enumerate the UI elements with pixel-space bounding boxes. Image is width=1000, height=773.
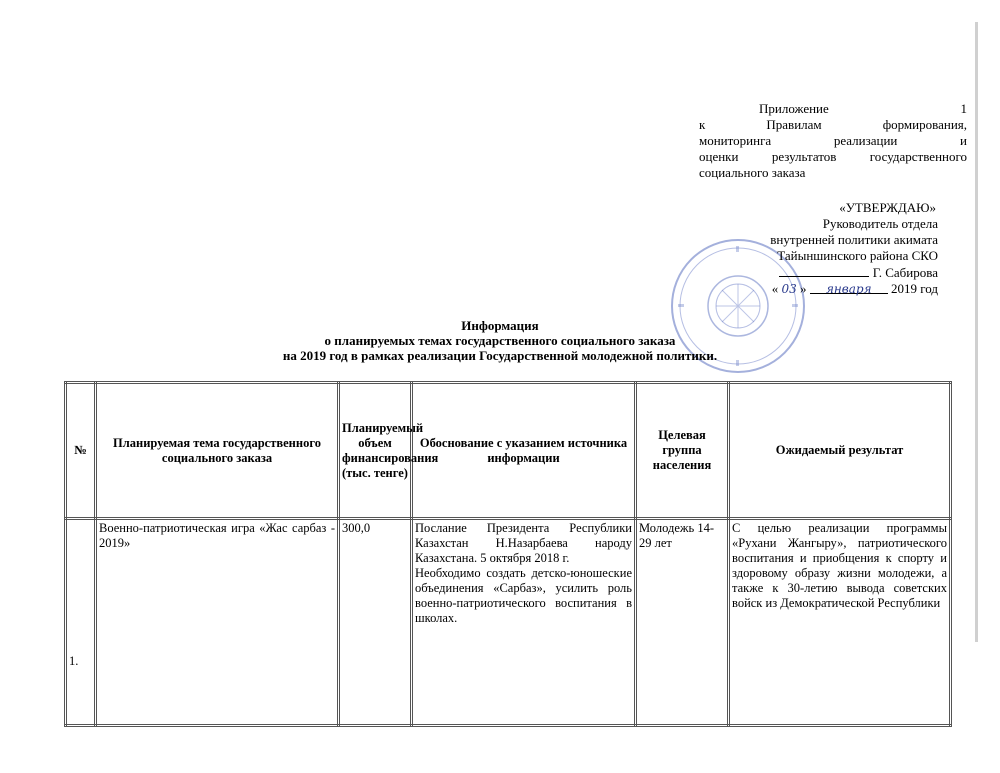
title-line: о планируемых темах государственного социального заказа [324, 333, 676, 348]
appendix-line: оценки результатов государственного [699, 149, 967, 164]
column-header-basis: Обоснование с указанием источника информации [412, 383, 636, 519]
scan-edge-line [975, 22, 978, 642]
title-line: на 2019 год в рамках реализации Государственной молодежной политики. [282, 348, 718, 363]
row-basis-source: Послание Президента Республики Казахстан Н.Назарбаева народу Казахстана. 5 октября 2018 г. [415, 521, 632, 565]
approval-line: внутренней политики акимата [770, 232, 938, 247]
appendix-line: к Правилам формирования, [699, 117, 967, 132]
table-header-row [66, 383, 951, 519]
title-line: Информация [461, 318, 539, 333]
column-header-expected-result: Ожидаемый результат [729, 383, 951, 519]
column-header-topic: Планируемая тема государственного социального заказа [96, 383, 339, 519]
date-close-quote: » [800, 281, 807, 296]
column-header-number: № [66, 383, 96, 519]
date-open-quote: « [771, 281, 779, 296]
row-number: 1. [66, 519, 96, 726]
approval-signature-line [700, 264, 938, 281]
date-month: января [825, 282, 872, 296]
appendix-line: мониторинга реализации и [699, 133, 967, 148]
column-header-target-group: Целевая группа населения [636, 383, 729, 519]
signature-blank [779, 264, 869, 277]
approval-block [700, 200, 938, 297]
appendix-line: Приложение 1 [759, 101, 967, 116]
approval-line: Тайыншинского района СКО [777, 248, 938, 263]
approval-heading: «УТВЕРЖДАЮ» [839, 200, 936, 215]
approval-date [700, 281, 938, 297]
date-day: 03 [781, 282, 797, 296]
row-target-group: Молодежь 14-29 лет [636, 519, 729, 726]
date-month-field [810, 281, 888, 294]
row-expected-result: С целью реализации программы «Рухани Жангыру», патриотического воспитания и приобщения к спорту и здоровому образу жизни молодежи, а также к 30-летию вывода советских войск из Демократической Республики [729, 519, 951, 726]
table-row [66, 519, 951, 726]
row-basis [412, 519, 636, 726]
row-amount: 300,0 [339, 519, 412, 726]
document-title [210, 318, 790, 363]
appendix-note [699, 101, 967, 181]
approval-line: Руководитель отдела [822, 216, 938, 231]
row-basis-text: Необходимо создать детско-юношеские объединения «Сарбаз», усилить роль военно-патриотического воспитания в школах. [415, 566, 632, 625]
column-header-amount: Планируемый объем финансирования (тыс. тенге) [339, 383, 412, 519]
date-year: 2019 год [891, 281, 938, 296]
planned-topics-table [64, 381, 952, 727]
appendix-line: социального заказа [699, 165, 806, 180]
row-topic: Военно-патриотическая игра «Жас сарбаз - 2019» [96, 519, 339, 726]
approval-signer-name: Г. Сабирова [872, 265, 938, 280]
